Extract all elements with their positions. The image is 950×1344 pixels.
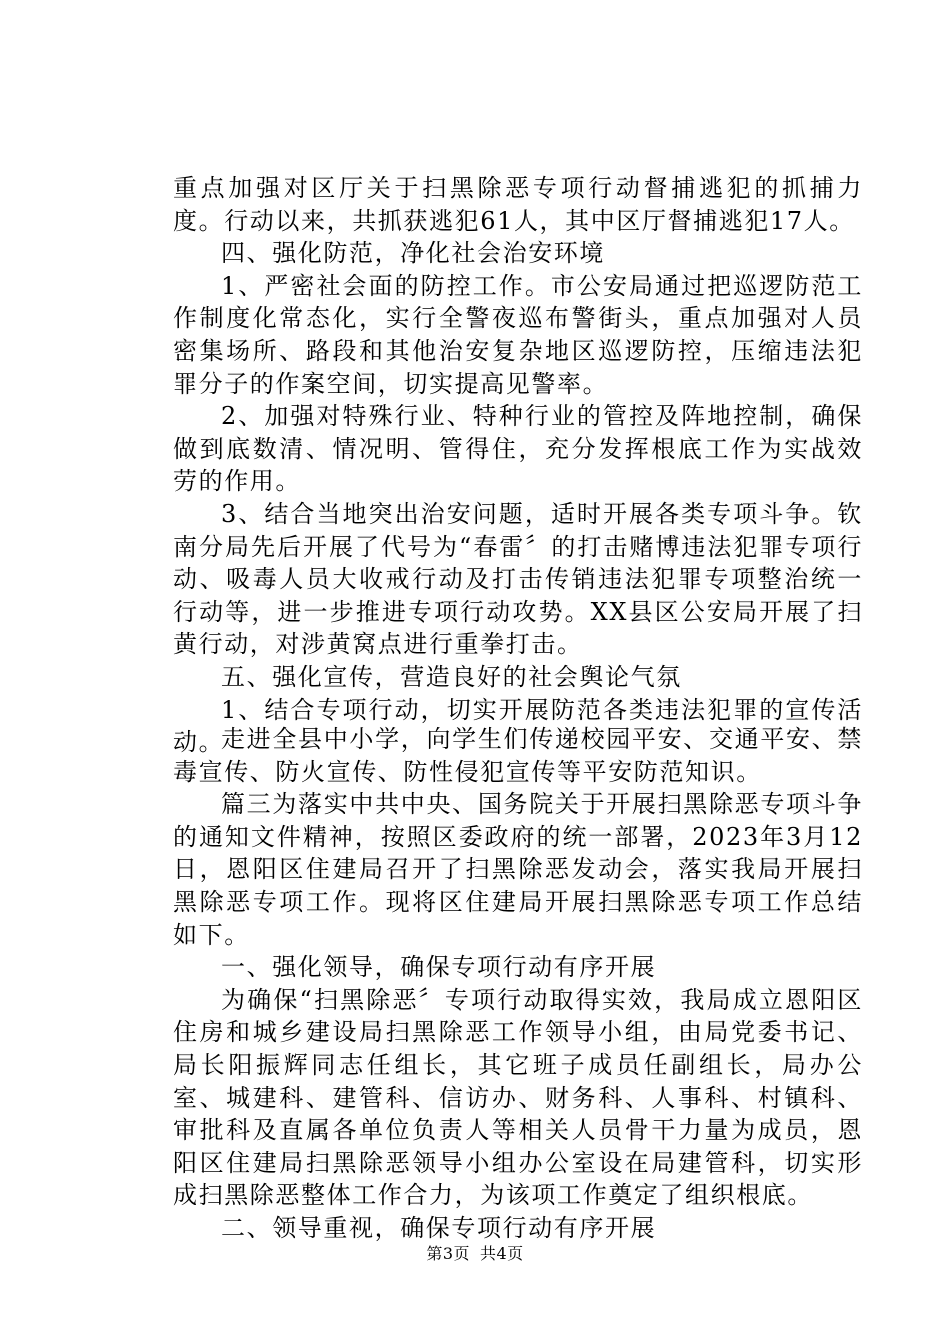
section-heading-leadership: 一、强化领导，确保专项行动有序开展: [221, 953, 657, 982]
paragraph-school-outreach: 走进全县中小学，向学生们传递校园平安、交通平安、禁毒宣传、防火宣传、防性侵犯宣传等平安防范知识。: [173, 725, 863, 786]
page-footer: [0, 1243, 950, 1265]
page-number: 第3页: [426, 1244, 470, 1263]
paragraph-continuation: 重点加强对区厅关于扫黑除恶专项行动督捕逃犯的抓捕力度。行动以来，共抓获逃犯61人，其中区厅督捕逃犯17人。: [173, 174, 863, 235]
paragraph-item-2: 2、加强对特殊行业、特种行业的管控及阵地控制，确保做到底数清、情况明、管得住，充分发挥根底工作为实战效劳的作用。: [173, 402, 863, 496]
body-text-bottom: [173, 723, 863, 1245]
paragraph-part-three-intro: 篇三为落实中共中央、国务院关于开展扫黑除恶专项斗争的通知文件精神，按照区委政府的统一部署，2023年3月12日，恩阳区住建局召开了扫黑除恶发动会，落实我局开展扫黑除恶专项工作。现将区住建局开展扫黑除恶专项工作总结如下。: [173, 790, 863, 949]
section-heading-5: 五、强化宣传，营造良好的社会舆论气氛: [221, 662, 682, 691]
section-heading-attention: 二、领导重视，确保专项行动有序开展: [221, 1213, 657, 1242]
page-total: 共4页: [480, 1244, 524, 1263]
paragraph-item-3: 3、结合当地突出治安问题，适时开展各类专项斗争。钦南分局先后开展了代号为“春雷〞的打击赌博违法犯罪专项行动、吸毒人员大收戒行动及打击传销违法犯罪专项整治统一行动等，进一步推进专项行动攻势。XX县区公安局开展了扫黄行动，对涉黄窝点进行重拳打击。: [173, 499, 863, 659]
section-heading-4: 四、强化防范，净化社会治安环境: [221, 239, 605, 268]
paragraph-leading-group: 为确保“扫黑除恶〞专项行动取得实效，我局成立恩阳区住房和城乡建设局扫黑除恶工作领导小组，由局党委书记、局长阳振辉同志任组长，其它班子成员任副组长，局办公室、城建科、建管科、信访办、财务科、人事科、村镇科、审批科及直属各单位负责人等相关人员骨干力量为成员，恩阳区住建局扫黑除恶领导小组办公室设在局建管科，切实形成扫黑除恶整体工作合力，为该项工作奠定了组织根底。: [173, 985, 863, 1210]
paragraph-item-1: 1、严密社会面的防控工作。市公安局通过把巡逻防范工作制度化常态化，实行全警夜巡布警街头，重点加强对人员密集场所、路段和其他治安复杂地区巡逻防控，压缩违法犯罪分子的作案空间，切实提高见警率。: [173, 271, 863, 398]
paragraph-item-5-1: 1、结合专项行动，切实开展防范各类违法犯罪的宣传活动。: [173, 695, 863, 757]
body-text-top: [173, 172, 863, 759]
